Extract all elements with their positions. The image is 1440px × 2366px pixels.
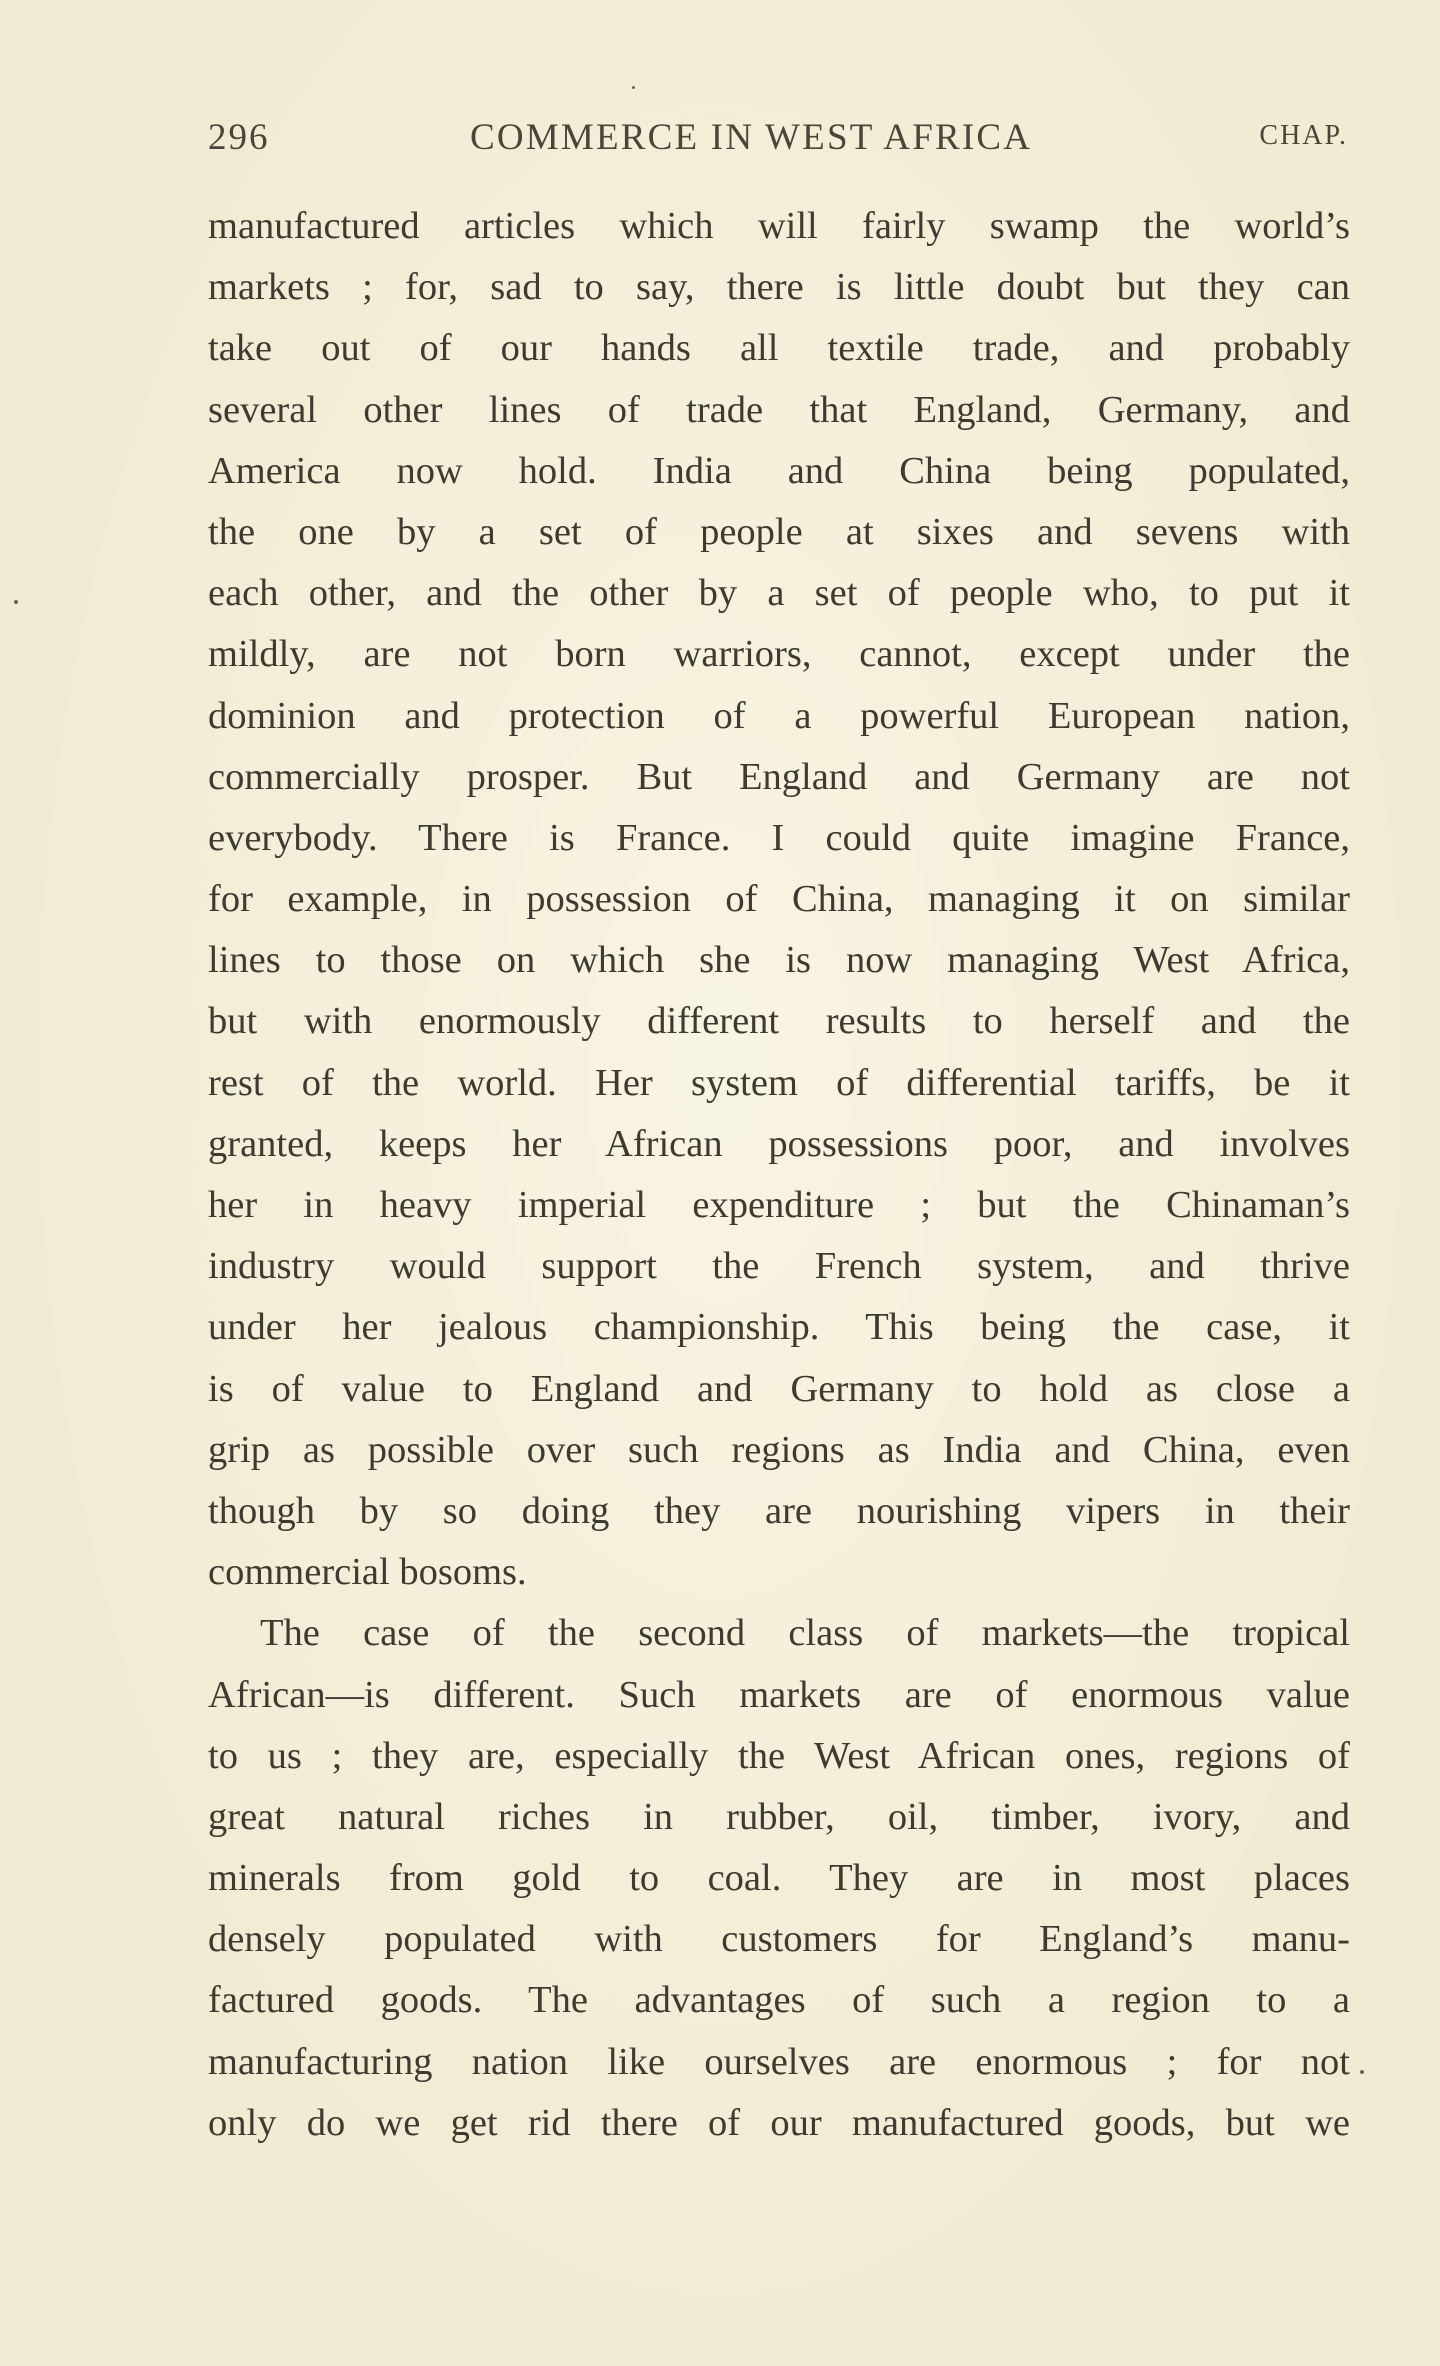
running-title: COMMERCE IN WEST AFRICA: [470, 117, 1033, 158]
text-line: lines to those on which she is now managing West Africa,: [208, 939, 1350, 982]
text-line: granted, keeps her African possessions poor, and involves: [208, 1122, 1350, 1165]
text-line: manufacturing nation like ourselves are enormous ; for not: [208, 2040, 1350, 2083]
text-line: each other, and the other by a set of people who, to put it: [208, 572, 1350, 615]
text-line: dominion and protection of a powerful European nation,: [208, 694, 1350, 737]
chapter-label: CHAP.: [1259, 120, 1348, 151]
paper-speck: [1360, 2070, 1364, 2074]
text-line: under her jealous championship. This being the case, it: [208, 1306, 1350, 1349]
text-line: grip as possible over such regions as India and China, even: [208, 1428, 1350, 1471]
paper-speck: [632, 86, 635, 89]
paper-speck: [14, 600, 18, 604]
text-line: everybody. There is France. I could quite imagine France,: [208, 816, 1350, 859]
text-line: rest of the world. Her system of differential tariffs, be it: [208, 1061, 1350, 1104]
text-line: mildly, are not born warriors, cannot, except under the: [208, 633, 1350, 676]
text-line: minerals from gold to coal. They are in most places: [208, 1857, 1350, 1900]
text-line: is of value to England and Germany to hold as close a: [208, 1367, 1350, 1410]
text-line: great natural riches in rubber, oil, timber, ivory, and: [208, 1795, 1350, 1838]
text-line: take out of our hands all textile trade, and probably: [208, 327, 1350, 370]
page-number: 296: [208, 117, 270, 158]
running-head: [208, 116, 1348, 166]
body-text: [208, 196, 1350, 2154]
text-line: markets ; for, sad to say, there is little doubt but they can: [208, 266, 1350, 309]
text-line: to us ; they are, especially the West African ones, regions of: [208, 1734, 1350, 1777]
text-line: for example, in possession of China, managing it on similar: [208, 878, 1350, 921]
text-line: densely populated with customers for England’s manu-: [208, 1918, 1350, 1961]
text-line: commercially prosper. But England and Germany are not: [208, 755, 1350, 798]
text-line: her in heavy imperial expenditure ; but the Chinaman’s: [208, 1184, 1350, 1226]
text-line: America now hold. India and China being populated,: [208, 449, 1350, 492]
text-line: industry would support the French system, and thrive: [208, 1245, 1350, 1288]
text-line: but with enormously different results to herself and the: [208, 1000, 1350, 1043]
text-line: factured goods. The advantages of such a region to a: [208, 1979, 1350, 2022]
text-line: only do we get rid there of our manufactured goods, but we: [208, 2101, 1350, 2144]
text-line: African—is different. Such markets are of enormous value: [208, 1673, 1350, 1716]
text-line: manufactured articles which will fairly swamp the world’s: [208, 205, 1350, 247]
paragraph-end-line: commercial bosoms.: [208, 1551, 527, 1594]
text-line: though by so doing they are nourishing vipers in their: [208, 1489, 1350, 1532]
paragraph-start-line: The case of the second class of markets—the tropical: [260, 1612, 1350, 1655]
text-line: several other lines of trade that England, Germany, and: [208, 388, 1350, 431]
text-line: the one by a set of people at sixes and sevens with: [208, 510, 1350, 553]
